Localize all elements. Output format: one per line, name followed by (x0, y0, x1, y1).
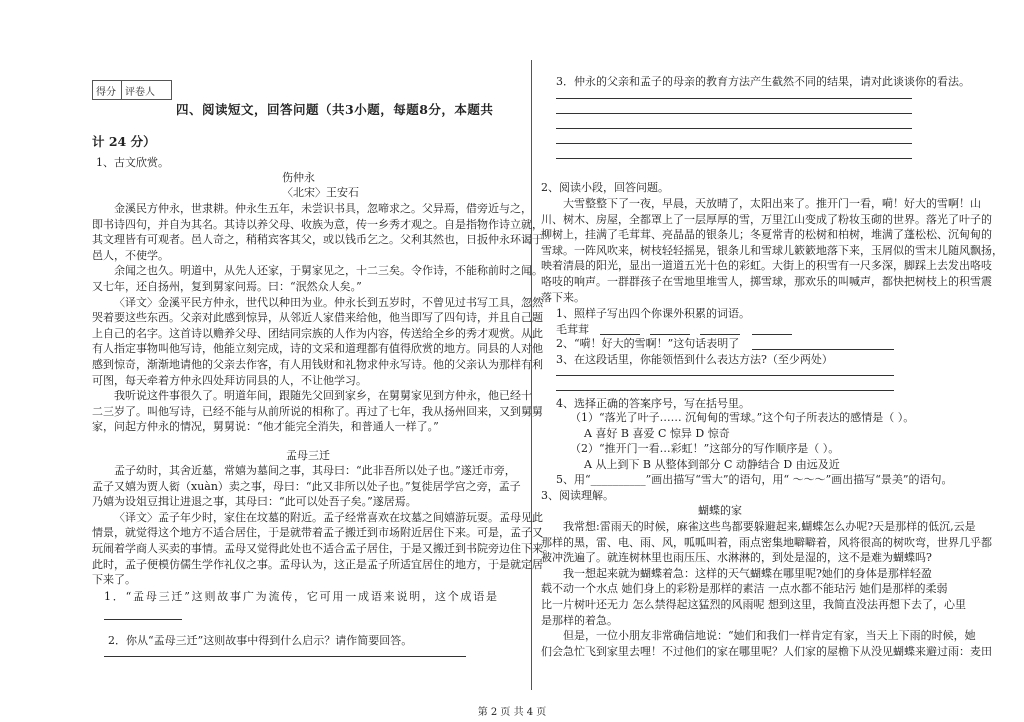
text-line: 柳树上，挂满了毛茸茸、亮晶晶的银条儿；冬夏常青的松树和柏树，堆满了蓬松松、沉甸甸的 (541, 228, 992, 242)
answer-line-2-3a[interactable] (556, 375, 894, 376)
section-title: 四、阅读短文，回答问题（共3小题，每题8分，本题共 (176, 102, 494, 117)
page-footer: 第 2 页 共 4 页 (477, 707, 547, 718)
text-line: 乃嬉为设俎豆揖让进退之事，其母曰：“此可以处吾子矣。”遂居焉。 (92, 495, 417, 509)
answer-line-1-3e[interactable] (556, 158, 912, 159)
text-line: 但是，一位小朋友非常确信地说：“她们和我们一样肯定有家，当天上下雨的时候，她 (563, 629, 976, 643)
question-1-3: 3．仲永的父亲和孟子的母亲的教育方法产生截然不同的结果，请对此谈谈你的看法。 (556, 75, 970, 88)
question-2-4-2: （2）“推开门一看…彩虹！”这部分的写作顺序是（ ）。 (570, 442, 840, 455)
text-line: 载不动一个水点 她们身上的彩粉是那样的素洁 一点水都不能玷污 她们是那样的柔弱 (541, 582, 948, 596)
question-2-3: 3、在这段话里，你能领悟到什么表达方法?（至少两处） (556, 353, 833, 366)
answer-line-2-2[interactable] (752, 349, 894, 350)
answer-word-4[interactable] (752, 334, 792, 335)
question-2-2: 2、“嗬！好大的雪啊！”这句话表明了 (556, 337, 740, 350)
text-line: 孟子又嬉为贾人衒（xuàn）卖之事，母曰：“此又非所以处子也。”复徙居学宫之旁，孟子 (92, 479, 521, 493)
question-1-label: 1、古文欣赏。 (96, 156, 169, 169)
text-line: 有人指定事物叫他写诗，他能立刻完成，诗的文采和道理都有值得欣赏的地方。同县的人对他 (92, 342, 543, 356)
answer-line-1-3a[interactable] (556, 98, 912, 99)
text-line: 被冲洗遍了。就连树林里也雨压压、水淋淋的，到处是湿的，这不是难为蝴蝶吗? (541, 551, 932, 565)
answer-line-1-2[interactable] (104, 656, 466, 657)
text-line: 其文理皆有可观者。邑人奇之，稍稍宾客其父，或以钱币乞之。父利其然也，日扳仲永环谒于 (92, 233, 543, 247)
poem-1-title: 伤仲永 (282, 171, 315, 184)
text-line: 此时，孟子便模仿儒生学作礼仪之事。孟母认为，这正是孟子所适宜居住的地方，于是就定居 (92, 557, 543, 571)
question-2-4-1-options: A 喜好 B 喜爱 C 惊异 D 惊奇 (584, 427, 730, 440)
question-1-2: 2．你从“孟母三迁”这则故事中得到什么启示？请作简要回答。 (108, 634, 413, 647)
text-line: 是那样的着急。 (541, 613, 618, 627)
question-2-4-1: （1）“落光了叶子…… 沉甸甸的雪球。”这个句子所表达的感情是（ ）。 (570, 411, 915, 424)
text-line: 邑人，不使学。 (92, 248, 169, 262)
text-line: 映着清晨的阳光，显出一道道五光十色的彩虹。大街上的积雪有一尺多深，脚踩上去发出咯吱 (541, 259, 992, 273)
score-box (92, 80, 172, 100)
question-1-1: 1．“孟母三迁”这则故事广为流传，它可用一成语来说明，这个成语是 (104, 590, 499, 603)
text-line: 大雪整整下了一夜，早晨，天放晴了，太阳出来了。推开门一看，嗬！好大的雪啊！山 (563, 197, 981, 210)
score-label: 得分 (96, 87, 116, 98)
text-line: 咯吱的响声。一群群孩子在雪地里堆雪人，掷雪球，那欢乐的叫喊声，都快把树枝上的积雪震 (541, 275, 992, 288)
text-line: 可图，每天牵着方仲永四处拜访同县的人，不让他学习。 (92, 373, 367, 387)
score-box-separator (121, 81, 122, 99)
question-2-4-2-options: A 从上到下 B 从整体到部分 C 动静结合 D 由远及近 (584, 458, 840, 471)
text-line: 落下来。 (541, 290, 585, 304)
answer-line-2-3b[interactable] (556, 390, 894, 391)
butterfly-title: 蝴蝶的家 (698, 504, 742, 517)
answer-line-1-1[interactable] (104, 619, 182, 620)
answer-word-1[interactable] (600, 334, 640, 335)
text-line: 二三岁了。叫他写诗，已经不能与从前所说的相称了。再过了七年，我从扬州回来，又到舅舅 (92, 404, 543, 418)
text-line: 又七年，还自扬州，复到舅家问焉。曰：“泯然众人矣。” (92, 280, 362, 293)
text-line: 那样的黑，雷、电、雨、风，呱呱叫着，雨点密集地噼噼着，风将很高的树吹弯，世界几乎都 (541, 535, 992, 549)
poem-1-author: 〈北宋〉王安石 (282, 186, 359, 199)
question-2-1: 1、照样子写出四个你课外积累的词语。 (556, 307, 750, 320)
text-line: 〈译文〉孟子年少时，家住在坟墓的附近。孟子经常喜欢在坟墓之间嬉游玩耍。孟母见此 (114, 510, 543, 524)
question-2-4: 4、选择正确的答案序号，写在括号里。 (556, 397, 750, 410)
text-line: 我一想起来就为蝴蝶着急：这样的天气蝴蝶在哪里呢?她们的身体是那样轻盈 (563, 566, 932, 580)
question-2-label: 2、阅读小段，回答问题。 (541, 181, 669, 194)
answer-word-3[interactable] (700, 334, 740, 335)
answer-line-1-3d[interactable] (556, 143, 912, 144)
text-line: 们会急忙飞到家里去哩！不过他们的家在哪里呢？人们家的屋檐下从没见蝴蝶来避过雨：麦田 (541, 644, 992, 658)
text-line: 雪球。一阵风吹来，树枝轻轻摇晃，银条儿和雪球儿簌簌地落下来，玉屑似的雪末儿随风飘扬， (541, 243, 1003, 257)
text-line: 家，问起方仲永的情况，舅舅说：“他才能完全消失，和普通人一样了。” (92, 420, 439, 434)
column-divider (531, 60, 532, 690)
text-line: 玩闹着学商人买卖的事情。孟母又觉得此处也不适合孟子居住，于是又搬迁到书院旁边住下来。 (92, 542, 554, 555)
answer-line-1-3b[interactable] (556, 113, 912, 114)
answer-word-2[interactable] (650, 334, 690, 335)
text-line: 我听说这件事很久了。明道年间，跟随先父回到家乡，在舅舅家见到方仲永，他已经十 (114, 389, 532, 403)
text-line: 上自己的名字。这首诗以赡养父母、团结同宗族的人作为内容，传送给全乡的秀才观赏。从此 (92, 326, 543, 340)
text-line: 余闻之也久。明道中，从先人还家，于舅家见之，十二三矣。令作诗，不能称前时之闻。 (114, 264, 543, 278)
text-line: 下来了。 (92, 573, 136, 587)
text-line: 〈译文〉金溪平民方仲永，世代以种田为业。仲永长到五岁时，不曾见过书写工具，忽然 (114, 295, 543, 309)
total-points: 计 24 分） (92, 134, 156, 149)
text-line: 金溪民方仲永，世隶耕。仲永生五年，未尝识书具，忽啼求之。父异焉，借旁近与之， (114, 202, 532, 215)
text-line: 情景，就觉得这个地方不适合居住，于是就带着孟子搬迁到市场附近居住下来。可是，孟子又 (92, 526, 543, 540)
question-2-1-example: 毛茸茸 (556, 323, 589, 336)
text-line: 川、树木、房屋，全都罩上了一层厚厚的雪，万里江山变成了粉妆玉砌的世界。落光了叶子的 (541, 212, 992, 226)
question-3-label: 3、阅读理解。 (541, 489, 614, 502)
text-line: 我常想:雷雨天的时候，麻雀这些鸟都要躲避起来,蝴蝶怎么办呢?天是那样的低沉,云是 (563, 520, 976, 533)
text-line: 比一片树叶还无力 怎么禁得起这猛烈的风雨呢 想到这里，我简直没法再想下去了，心里 (541, 598, 966, 611)
question-2-5: 5、用“__________”画出描写“雪大”的语句，用“ ～～～”画出描写“景美”的语句。 (556, 473, 953, 486)
text-line: 孟子幼时，其舍近墓，常嬉为墓间之事，其母曰：“此非吾所以处子也。”遂迁市旁， (114, 464, 516, 477)
poem-2-title: 孟母三迁 (286, 449, 330, 462)
text-line: 哭着要这些东西。父亲对此感到惊异，从邻近人家借来给他，他当即写了四句诗，并且自己题 (92, 311, 543, 325)
text-line: 即书诗四句，并自为其名。其诗以养父母、收族为意，传一乡秀才观之。自是指物作诗立就， (92, 217, 543, 231)
grader-label: 评卷人 (125, 87, 155, 98)
answer-line-1-3c[interactable] (556, 128, 912, 129)
text-line: 感到惊奇，渐渐地请他的父亲去作客，有人用钱财和礼物求仲永写诗。他的父亲认为那样有利 (92, 358, 543, 371)
